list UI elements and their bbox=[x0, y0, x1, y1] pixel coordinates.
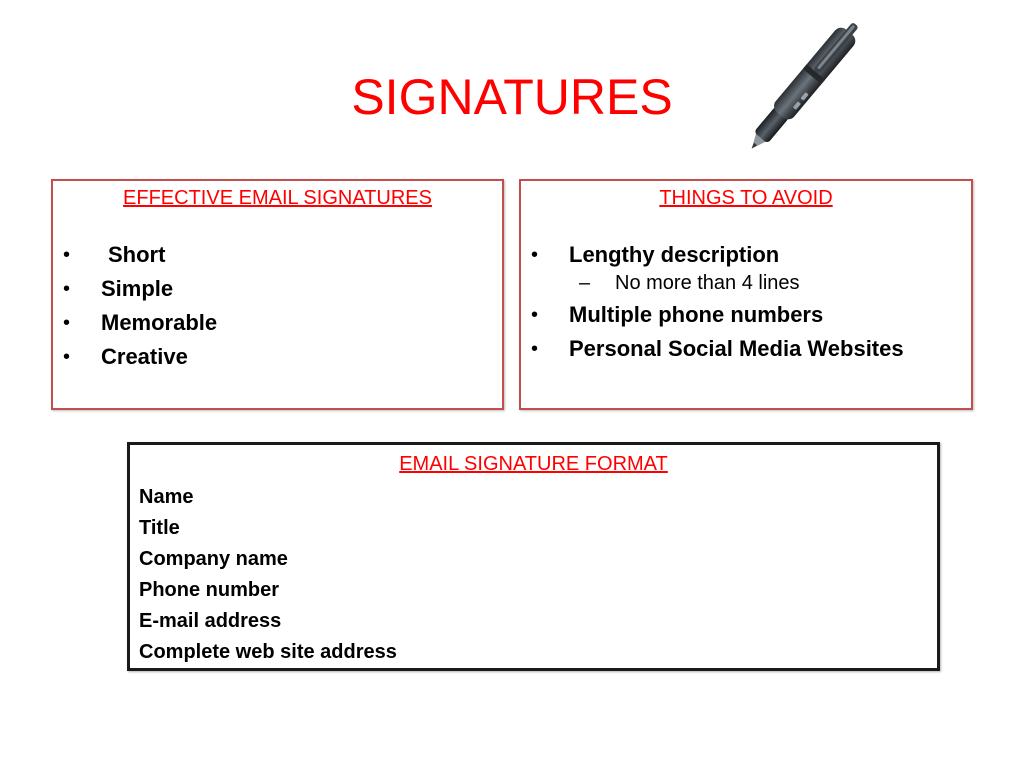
signature-format-box bbox=[127, 442, 940, 671]
slide-title: SIGNATURES bbox=[351, 69, 673, 125]
list-item bbox=[53, 238, 502, 272]
list-item bbox=[53, 340, 502, 374]
avoid-item-social: Personal Social Media Websites bbox=[569, 336, 904, 361]
bullet-icon: • bbox=[531, 304, 539, 326]
format-heading: EMAIL SIGNATURE FORMAT bbox=[399, 453, 668, 475]
format-lines bbox=[139, 482, 937, 668]
avoid-item-lengthy: Lengthy description bbox=[569, 242, 780, 267]
format-line-phone: Phone number bbox=[139, 579, 280, 601]
effective-item-short: Short bbox=[108, 242, 166, 267]
list-item bbox=[521, 298, 971, 332]
effective-item-creative: Creative bbox=[101, 344, 188, 369]
bullet-icon: • bbox=[531, 244, 539, 266]
effective-list bbox=[53, 238, 502, 374]
effective-item-memorable: Memorable bbox=[101, 310, 218, 335]
list-item bbox=[521, 238, 971, 272]
avoid-heading: THINGS TO AVOID bbox=[659, 187, 833, 209]
format-line-email: E-mail address bbox=[139, 610, 282, 632]
things-to-avoid-box bbox=[519, 179, 973, 410]
pen-icon bbox=[722, 2, 888, 168]
avoid-subitem-lines: No more than 4 lines bbox=[615, 272, 800, 294]
list-item bbox=[521, 332, 971, 366]
bullet-icon: • bbox=[531, 338, 539, 360]
bullet-icon: • bbox=[63, 244, 71, 266]
avoid-item-phones: Multiple phone numbers bbox=[569, 302, 824, 327]
format-line-title: Title bbox=[139, 517, 180, 539]
list-item bbox=[53, 272, 502, 306]
effective-heading: EFFECTIVE EMAIL SIGNATURES bbox=[123, 187, 432, 209]
bullet-icon: • bbox=[63, 312, 71, 334]
list-subitem bbox=[521, 268, 971, 298]
avoid-list bbox=[521, 238, 971, 366]
list-item bbox=[53, 306, 502, 340]
bullet-icon: • bbox=[63, 346, 71, 368]
format-line-company: Company name bbox=[139, 548, 288, 570]
format-line-name: Name bbox=[139, 486, 194, 508]
effective-item-simple: Simple bbox=[101, 276, 174, 301]
format-line-website: Complete web site address bbox=[139, 641, 397, 663]
dash-icon: – bbox=[579, 272, 591, 294]
effective-signatures-box bbox=[51, 179, 504, 410]
bullet-icon: • bbox=[63, 278, 71, 300]
